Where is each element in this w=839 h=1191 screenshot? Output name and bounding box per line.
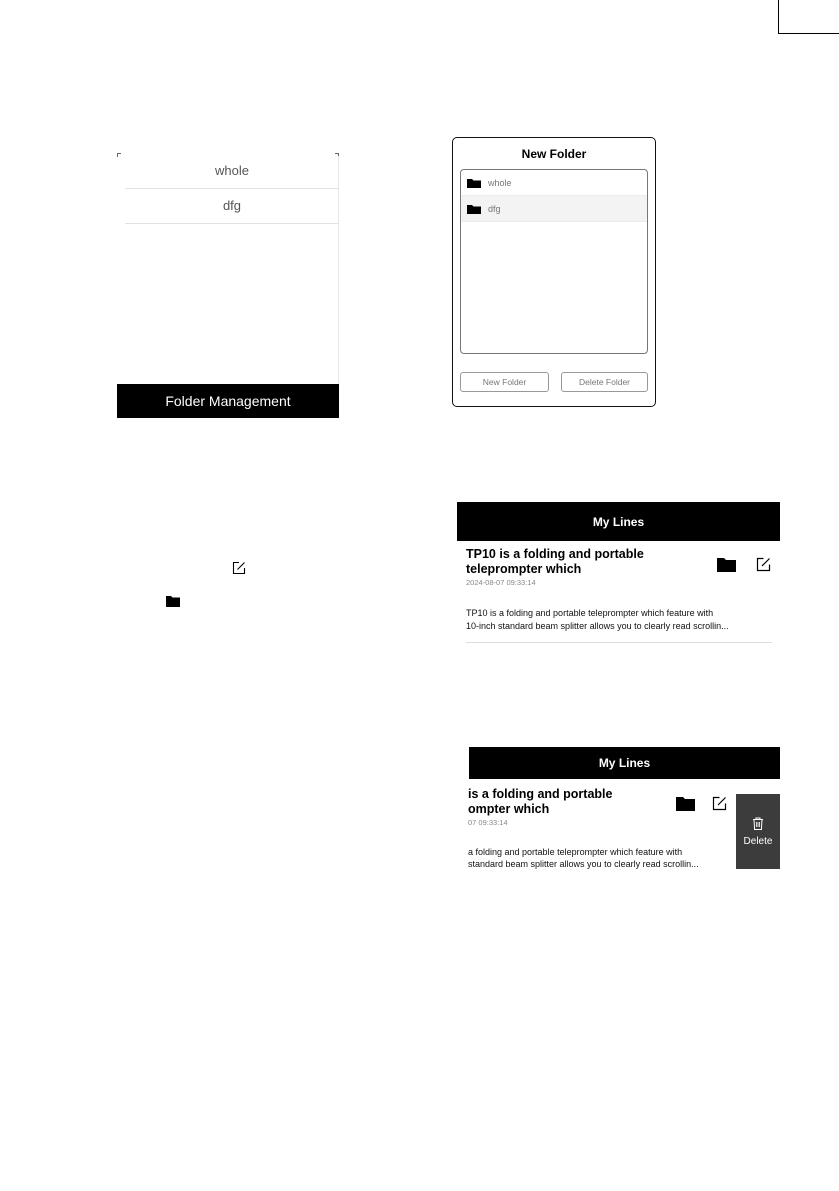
item-body-line1: a folding and portable teleprompter which feature with xyxy=(468,847,683,857)
edit-icon xyxy=(232,561,246,575)
folder-management-label: Folder Management xyxy=(165,393,291,409)
dialog-folder-list xyxy=(460,169,648,354)
folder-item-label: whole xyxy=(215,163,249,178)
delete-folder-button-label: Delete Folder xyxy=(578,377,631,387)
folder-item-dfg[interactable] xyxy=(125,188,339,224)
folder-icon xyxy=(166,595,180,607)
dialog-folder-label: whole xyxy=(488,177,512,188)
dialog-folder-label: dfg xyxy=(488,203,501,214)
my-lines-header xyxy=(469,747,780,779)
edit-icon[interactable] xyxy=(712,796,727,811)
crop-mark-top-right-h xyxy=(778,33,839,34)
new-folder-button[interactable] xyxy=(460,372,549,392)
trash-icon xyxy=(752,817,764,830)
item-body-line1: TP10 is a folding and portable teleprompter which feature with xyxy=(466,608,714,618)
delete-folder-button[interactable] xyxy=(561,372,648,392)
corner-tl xyxy=(117,153,121,157)
folder-list-panel xyxy=(117,153,339,418)
folder-icon[interactable] xyxy=(676,796,695,811)
folder-management-button[interactable] xyxy=(117,384,339,418)
item-title-line1[interactable]: TP10 is a folding and portable xyxy=(466,547,644,561)
new-folder-button-label: New Folder xyxy=(482,377,527,387)
my-lines-panel xyxy=(457,502,780,647)
edit-icon[interactable] xyxy=(756,557,771,572)
delete-label: Delete xyxy=(743,835,773,847)
dialog-title: New Folder xyxy=(521,147,587,161)
folder-item-label: dfg xyxy=(222,198,242,213)
folder-icon xyxy=(467,178,481,188)
header-title: My Lines xyxy=(592,514,645,529)
my-lines-swiped-panel xyxy=(466,747,780,871)
item-date: 2024-08-07 09:33:14 xyxy=(466,578,536,587)
my-lines-header xyxy=(457,502,780,541)
header-title: My Lines xyxy=(598,756,651,770)
item-title-line2[interactable]: ompter which xyxy=(468,802,550,816)
delete-button[interactable] xyxy=(736,794,780,869)
folder-item-whole[interactable] xyxy=(125,153,339,189)
crop-mark-top-right-v xyxy=(778,0,779,34)
item-title-line1[interactable]: is a folding and portable xyxy=(468,787,613,801)
item-title-line2[interactable]: teleprompter which xyxy=(466,562,582,576)
item-body-line2: 10-inch standard beam splitter allows you to clearly read scrollin... xyxy=(466,621,729,631)
dialog-folder-item[interactable] xyxy=(461,196,647,222)
new-folder-dialog xyxy=(452,137,656,407)
folder-icon[interactable] xyxy=(717,557,736,572)
item-divider xyxy=(466,642,772,643)
item-body-line2: standard beam splitter allows you to clearly read scrollin... xyxy=(468,859,699,869)
folder-icon xyxy=(467,204,481,214)
dialog-folder-item[interactable] xyxy=(461,170,647,196)
item-date: 07 09:33:14 xyxy=(468,818,508,827)
